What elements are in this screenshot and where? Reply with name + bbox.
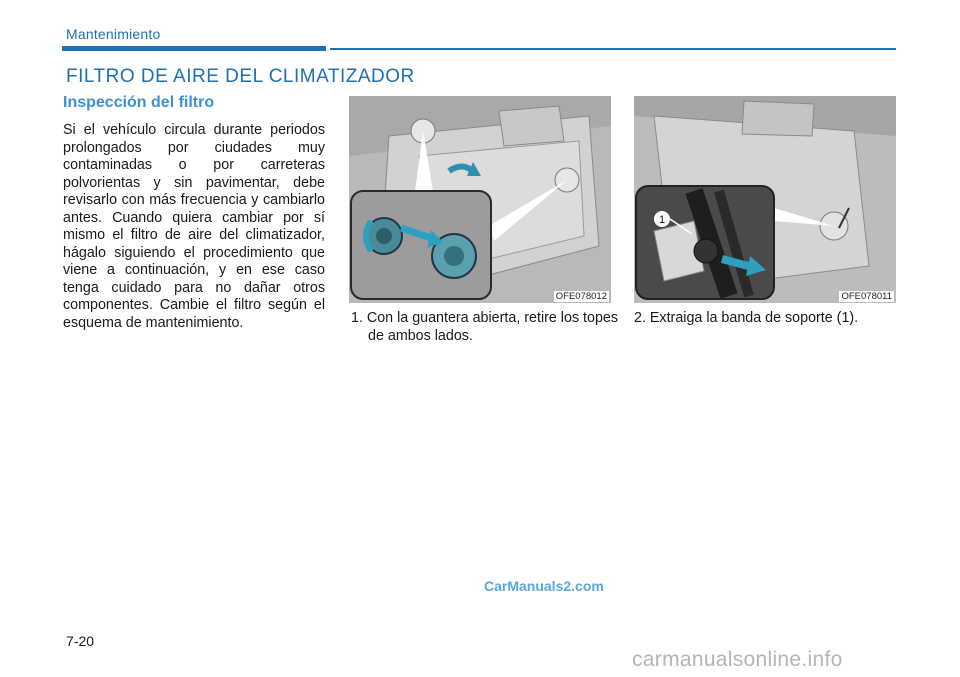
body-paragraph: Si el vehículo circula durante periodos prolongados por ciudades muy contaminadas o por carreteras polvorientas y sin pavimentar, debe revisarlo con más frecuencia y cambiarlo antes. Cuando quiera cambiar por sí mismo el filtro de aire del climatizador, hágalo siguiendo el procedimiento que viene a continuación, y en ese caso tenga cuidado para no dañar otros componentes. Cambie el filtro según el esquema de mantenimiento. — [63, 122, 325, 331]
figure-code: OFE078011 — [841, 291, 892, 302]
page-number: 7-20 — [66, 633, 95, 649]
section-label: Mantenimiento — [66, 26, 161, 42]
figure-glovebox-stoppers — [349, 96, 611, 303]
footer-site-mark: carmanualsonline.info — [632, 648, 843, 671]
callout-label: 1 — [658, 214, 666, 226]
header-bar-thick — [62, 46, 326, 51]
support-band-illustration — [634, 96, 896, 303]
figure-caption-step-1: 1. Con la guantera abierta, retire los topes de ambos lados. — [351, 310, 619, 344]
header-bar-thin — [330, 48, 896, 50]
glovebox-stoppers-illustration — [349, 96, 611, 303]
figure-support-band — [634, 96, 896, 303]
watermark-link[interactable]: CarManuals2.com — [484, 578, 604, 594]
figure-caption-step-2: 2. Extraiga la banda de soporte (1). — [634, 310, 859, 326]
page-title: FILTRO DE AIRE DEL CLIMATIZADOR — [66, 66, 415, 87]
section-subtitle: Inspección del filtro — [63, 94, 215, 111]
figure-code: OFE078012 — [555, 291, 607, 302]
